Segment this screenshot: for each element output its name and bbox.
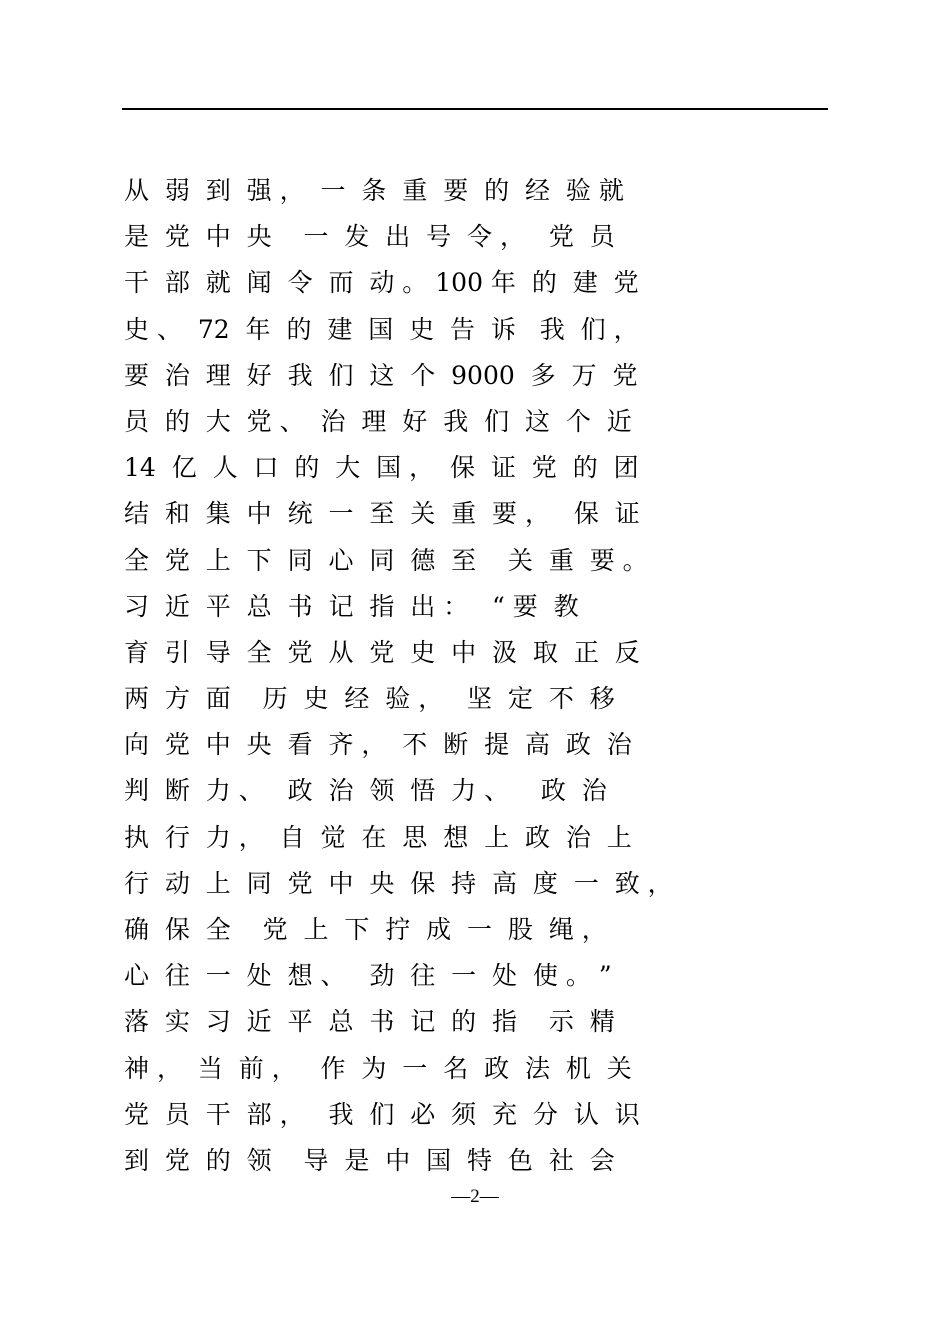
text-line: 史 、 72 年 的 建 国 史 告 诉 我 们 ， — [124, 314, 639, 344]
text-line: 员 的 大 党 、 治 理 好 我 们 这 个 近 — [124, 406, 632, 436]
text-line: 两 方 面 历 史 经 验 ， 坚 定 不 移 — [124, 684, 615, 714]
text-line: 全 党 上 下 同 心 同 德 至 关 重 要 。 — [124, 545, 648, 575]
text-line: 到 党 的 领 导 是 中 国 特 色 社 会 — [124, 1145, 615, 1175]
text-line: 从 弱 到 强 ， 一 条 重 要 的 经 验 就 — [124, 176, 624, 205]
text-line: 是 党 中 央 一 发 出 号 令 ， 党 员 — [124, 222, 615, 252]
text-line: 干 部 就 闻 令 而 动 。 100 年 的 建 党 — [124, 268, 639, 298]
text-line: 习 近 平 总 书 记 指 出 ： “ 要 教 — [124, 591, 579, 621]
text-line: 行 动 上 同 党 中 央 保 持 高 度 一 致 ， — [124, 868, 673, 898]
text-line: 要 治 理 好 我 们 这 个 9000 多 万 党 — [124, 360, 638, 390]
text-line: 向 党 中 央 看 齐 ， 不 断 提 高 政 治 — [124, 730, 632, 760]
text-line: 确 保 全 党 上 下 拧 成 一 股 绳 ， — [124, 915, 607, 944]
text-line: 结 和 集 中 统 一 至 关 重 要 ， 保 证 — [124, 499, 640, 529]
body-text — [124, 168, 844, 1184]
text-line: 落 实 习 近 平 总 书 记 的 指 示 精 — [124, 1007, 615, 1037]
text-line: 神 ， 当 前 ， 作 为 一 名 政 法 机 关 — [124, 1053, 632, 1083]
text-line: 14 亿 人 口 的 大 国 ， 保 证 党 的 团 — [124, 453, 639, 483]
header-rule — [122, 108, 828, 110]
text-line: 判 断 力 、 政 治 领 悟 力 、 政 治 — [124, 776, 607, 806]
text-line: 育 引 导 全 党 从 党 史 中 汲 取 正 反 — [124, 637, 640, 667]
text-line: 党 员 干 部 ， 我 们 必 须 充 分 认 识 — [124, 1099, 640, 1129]
page-number: —2— — [451, 1186, 499, 1207]
text-line: 执 行 力 ， 自 觉 在 思 想 上 政 治 上 — [124, 822, 632, 852]
text-line: 心 往 一 处 想 、 劲 往 一 处 使 。 ” — [124, 961, 612, 991]
